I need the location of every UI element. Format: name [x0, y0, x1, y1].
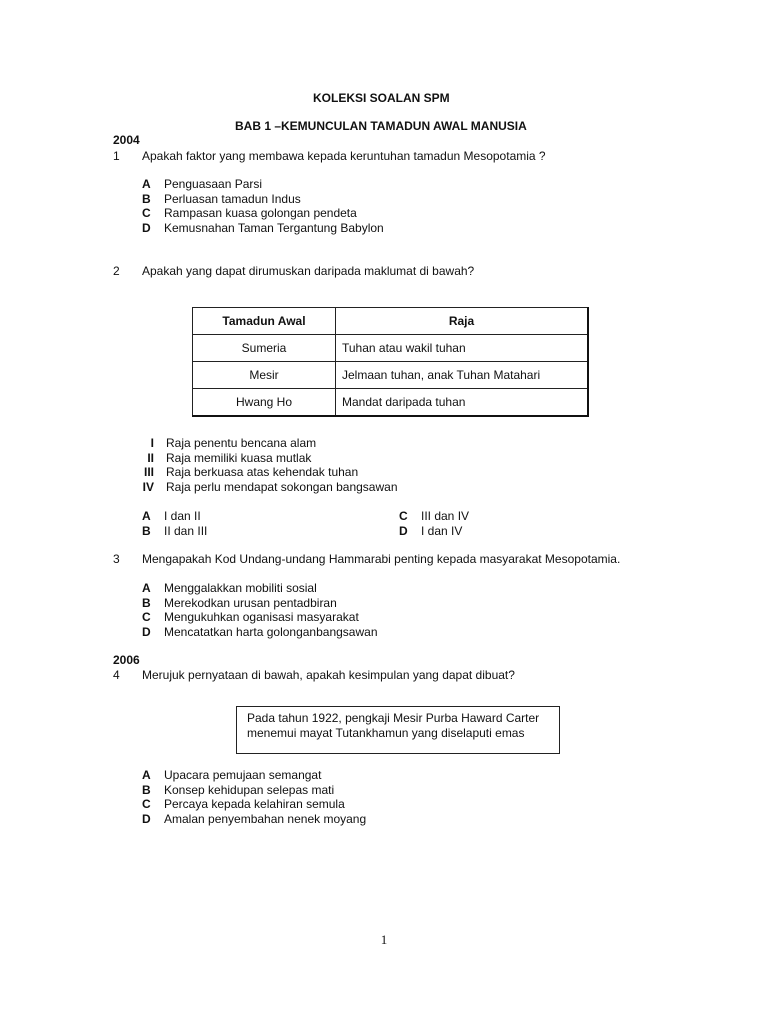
option-text: Penguasaan Parsi	[164, 177, 263, 191]
option-letter: C	[399, 509, 408, 523]
option-text: I dan IV	[421, 523, 463, 538]
table-header-row	[193, 308, 589, 335]
option-letter: B	[142, 523, 151, 538]
option-item	[142, 768, 321, 783]
option-item	[142, 206, 357, 221]
option-text: I dan II	[164, 509, 201, 523]
option-text: Mencatatkan harta golonganbangsawan	[164, 624, 378, 639]
option-letter: C	[142, 610, 151, 624]
quote-line: Pada tahun 1922, pengkaji Mesir Purba Haward Carter	[247, 711, 540, 725]
year-label-2006: 2006	[113, 653, 140, 667]
option-item	[142, 509, 201, 524]
statement-text: Raja perlu mendapat sokongan bangsawan	[166, 479, 398, 494]
table-row	[193, 335, 589, 362]
table-row	[193, 389, 589, 417]
option-letter: B	[142, 595, 151, 610]
option-item	[142, 812, 366, 827]
option-item	[142, 797, 345, 812]
roman-numeral: IV	[142, 479, 154, 494]
statement-item	[132, 436, 316, 451]
quote-box	[236, 706, 560, 754]
option-item	[142, 581, 317, 596]
table-cell: Mandat daripada tuhan	[336, 389, 589, 417]
document-title: KOLEKSI SOALAN SPM	[313, 91, 450, 105]
option-text: Merekodkan urusan pentadbiran	[164, 595, 337, 610]
table-row	[193, 362, 589, 389]
option-text: Rampasan kuasa golongan pendeta	[164, 206, 357, 220]
option-item	[399, 524, 462, 539]
question-number: 3	[113, 552, 120, 566]
option-letter: A	[142, 177, 151, 191]
chapter-heading: BAB 1 –KEMUNCULAN TAMADUN AWAL MANUSIA	[235, 119, 527, 133]
option-item	[142, 625, 378, 640]
option-letter: D	[142, 220, 151, 235]
question-number: 1	[113, 149, 120, 163]
option-item	[142, 783, 334, 798]
quote-line: menemui mayat Tutankhamun yang diselaputi emas	[247, 726, 525, 740]
option-text: II dan III	[164, 523, 208, 538]
year-label-2004: 2004	[113, 133, 140, 147]
option-letter: B	[142, 191, 151, 206]
option-text: Menggalakkan mobiliti sosial	[164, 581, 317, 595]
table-header-cell: Tamadun Awal	[193, 308, 336, 335]
statement-text: Raja penentu bencana alam	[166, 436, 317, 450]
option-letter: D	[142, 811, 151, 826]
table-cell: Sumeria	[193, 335, 336, 362]
option-letter: D	[142, 624, 151, 639]
table-cell: Mesir	[193, 362, 336, 389]
option-item	[142, 177, 262, 192]
option-text: Konsep kehidupan selepas mati	[164, 782, 335, 797]
question-text: Mengapakah Kod Undang-undang Hammarabi penting kepada masyarakat Mesopotamia.	[142, 552, 621, 566]
roman-numeral: III	[143, 465, 154, 479]
option-item	[142, 524, 207, 539]
question-text: Merujuk pernyataan di bawah, apakah kesimpulan yang dapat dibuat?	[142, 668, 515, 682]
option-item	[142, 192, 301, 207]
option-text: Amalan penyembahan nenek moyang	[164, 811, 367, 826]
option-text: Upacara pemujaan semangat	[164, 768, 322, 782]
option-text: III dan IV	[421, 509, 470, 523]
option-item	[142, 610, 359, 625]
civilization-king-table	[192, 307, 589, 417]
table-header-cell: Raja	[336, 308, 589, 335]
option-text: Percaya kepada kelahiran semula	[164, 797, 345, 811]
option-letter: A	[142, 581, 151, 595]
option-text: Perluasan tamadun Indus	[164, 191, 301, 206]
statement-item	[132, 480, 398, 495]
option-letter: A	[142, 509, 151, 523]
page-number: 1	[380, 932, 388, 947]
option-letter: D	[399, 523, 408, 538]
question-text: Apakah faktor yang membawa kepada keruntuhan tamadun Mesopotamia ?	[142, 149, 546, 163]
question-number: 2	[113, 264, 120, 278]
option-text: Mengukuhkan oganisasi masyarakat	[164, 610, 359, 624]
table-cell: Jelmaan tuhan, anak Tuhan Matahari	[336, 362, 589, 389]
option-letter: B	[142, 782, 151, 797]
roman-numeral: I	[150, 436, 154, 450]
roman-numeral: II	[147, 450, 154, 465]
option-item	[399, 509, 469, 524]
question-text: Apakah yang dapat dirumuskan daripada maklumat di bawah?	[142, 264, 475, 278]
option-letter: A	[142, 768, 151, 782]
statement-item	[132, 465, 358, 480]
statement-item	[132, 451, 311, 466]
option-text: Kemusnahan Taman Tergantung Babylon	[164, 220, 384, 235]
option-item	[142, 596, 337, 611]
option-letter: C	[142, 206, 151, 220]
option-item	[142, 221, 384, 236]
statement-text: Raja berkuasa atas kehendak tuhan	[166, 465, 359, 479]
table-cell: Hwang Ho	[193, 389, 336, 417]
question-number: 4	[113, 668, 120, 682]
option-letter: C	[142, 797, 151, 811]
statement-text: Raja memiliki kuasa mutlak	[166, 450, 312, 465]
table-cell: Tuhan atau wakil tuhan	[336, 335, 589, 362]
